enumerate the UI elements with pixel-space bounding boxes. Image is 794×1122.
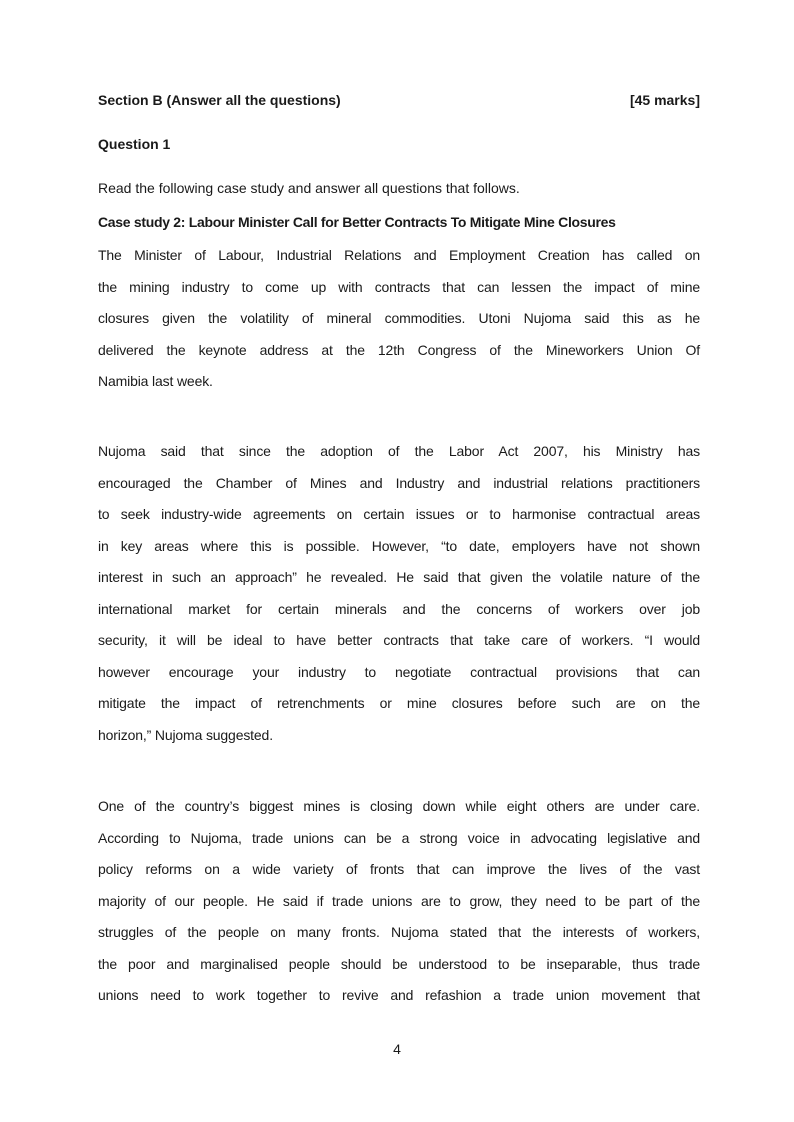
text-line: One of the country’s biggest mines is closing down while eight others are under care. [98,798,700,814]
text-line: The Minister of Labour, Industrial Relations and Employment Creation has called on [98,247,700,263]
text-line: however encourage your industry to negotiate contractual provisions that can [98,663,700,680]
text-line: the mining industry to come up with contracts that can lessen the impact of mine [98,278,700,295]
text-line: policy reforms on a wide variety of fronts that can improve the lives of the vast [98,861,700,877]
text-line: Nujoma said that since the adoption of the Labor Act 2007, his Ministry has [98,443,700,459]
text-line: interest in such an approach” he revealed. He said that given the volatile nature of the [98,569,700,585]
text-line: closures given the volatility of mineral commodities. Utoni Nujoma said this as he [98,310,700,326]
page-number: 4 [393,1041,401,1057]
text-line: in key areas where this is possible. However, “to date, employers have not shown [98,537,700,554]
text-line: encouraged the Chamber of Mines and Industry and industrial relations practitioners [98,474,700,491]
case-study-title: Case study 2: Labour Minister Call for Better Contracts To Mitigate Mine Closures [98,214,616,230]
section-header [98,92,700,108]
paragraph-3 [98,791,700,1012]
text-line: international market for certain minerals and the concerns of workers over job [98,600,700,617]
text-line: Namibia last week. [98,373,213,389]
instruction-text: Read the following case study and answer all questions that follows. [98,180,520,196]
question-label: Question 1 [98,136,171,152]
section-title: Section B (Answer all the questions) [98,92,341,108]
text-line: security, it will be ideal to have better contracts that take care of workers. “I would [98,632,700,648]
text-line: horizon,” Nujoma suggested. [98,726,273,743]
text-line: struggles of the people on many fronts. Nujoma stated that the interests of workers, [98,924,700,940]
text-line: unions need to work together to revive and refashion a trade union movement that [98,987,700,1003]
text-line: majority of our people. He said if trade unions are to grow, they need to be part of the [98,892,700,909]
text-line: mitigate the impact of retrenchments or mine closures before such are on the [98,695,700,711]
paragraph-1 [98,240,700,398]
text-line: delivered the keynote address at the 12th Congress of the Mineworkers Union Of [98,341,700,358]
text-line: the poor and marginalised people should be understood to be inseparable, thus trade [98,955,700,972]
marks-label: [45 marks] [629,92,700,108]
text-line: According to Nujoma, trade unions can be a strong voice in advocating legislative and [98,829,700,846]
text-line: to seek industry-wide agreements on certain issues or to harmonise contractual areas [98,506,700,522]
paragraph-2 [98,436,700,751]
